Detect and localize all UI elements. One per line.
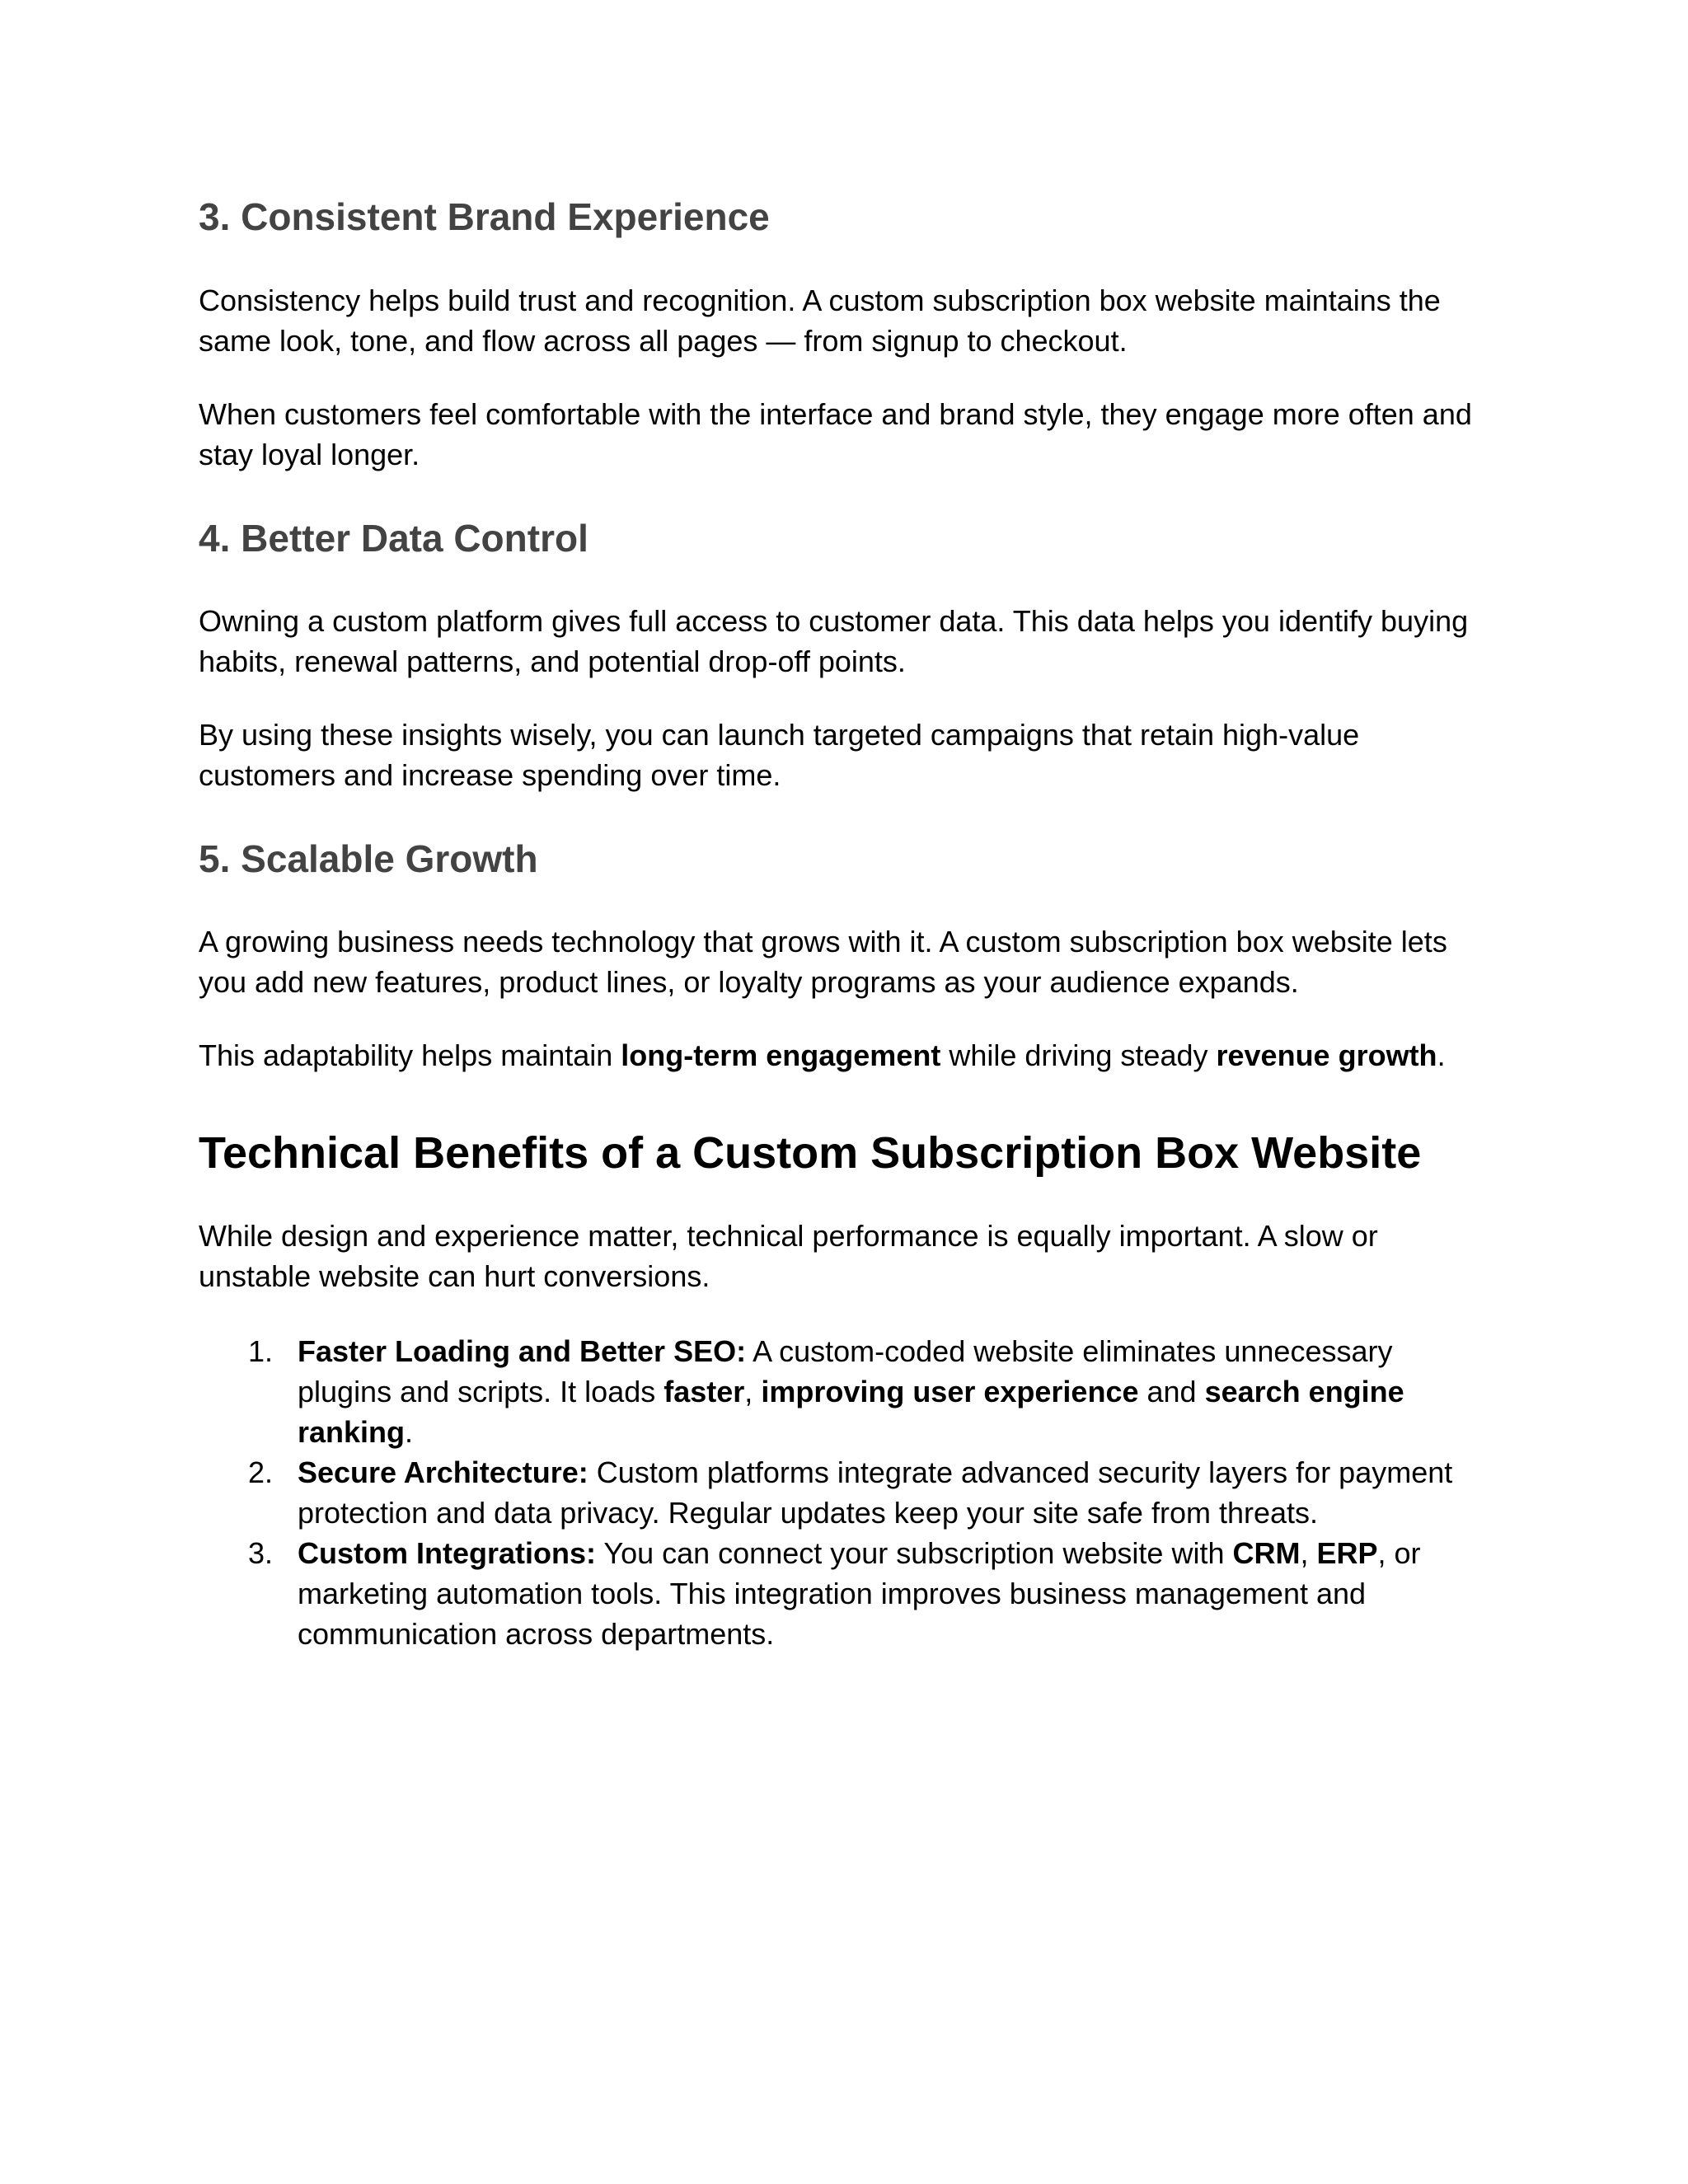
section-5-heading: 5. Scalable Growth [199, 837, 538, 880]
bold-text: CRM [1232, 1536, 1301, 1570]
list-item-title: Secure Architecture: [298, 1455, 588, 1489]
text-run: A custom-coded website eliminates unnecessary plugins and scripts. It loads [298, 1334, 1393, 1408]
section-5-paragraph-1: A growing business needs technology that grows with it. A custom subscription box website lets you add new features, product lines, or loyalty programs as your audience expands. [199, 925, 1447, 999]
text-run: This adaptability helps maintain [199, 1038, 621, 1072]
bold-text: search engine ranking [298, 1375, 1404, 1449]
bold-text: long-term engagement [621, 1038, 941, 1072]
list-item-title: Faster Loading and Better SEO: [298, 1334, 747, 1368]
bold-text: ERP [1316, 1536, 1378, 1570]
list-number: 3. [248, 1536, 274, 1570]
text-run: . [1437, 1038, 1446, 1072]
text-run: while driving steady [940, 1038, 1217, 1072]
section-4-paragraph-2: By using these insights wisely, you can launch targeted campaigns that retain high-value customers and increase spending over time. [199, 718, 1360, 792]
section-4-heading: 4. Better Data Control [199, 517, 588, 560]
text-run: . [405, 1415, 414, 1449]
technical-benefits-list [199, 1331, 1493, 1654]
list-item [199, 1452, 1493, 1533]
text-run: You can connect your subscription website with [596, 1536, 1233, 1570]
section-5-paragraph-2 [199, 1035, 1446, 1076]
list-number: 1. [248, 1334, 274, 1368]
bold-text: revenue growth [1216, 1038, 1437, 1072]
text-run: , or marketing automation tools. This integration improves business management and communication across departments. [298, 1536, 1421, 1651]
section-4-paragraph-1: Owning a custom platform gives full access to customer data. This data helps you identify buying habits, renewal patterns, and potential drop-off points. [199, 604, 1469, 678]
text-run: and [1138, 1375, 1205, 1408]
text-run: Custom platforms integrate advanced security layers for payment protection and data privacy. Regular updates keep your site safe from threats. [298, 1455, 1453, 1530]
section-3-paragraph-2: When customers feel comfortable with the interface and brand style, they engage more often and stay loyal longer. [199, 397, 1472, 471]
list-item-title: Custom Integrations: [298, 1536, 597, 1570]
section-3-heading: 3. Consistent Brand Experience [199, 195, 770, 238]
technical-benefits-heading: Technical Benefits of a Custom Subscription Box Website [199, 1128, 1422, 1178]
list-item [199, 1331, 1493, 1452]
text-run: , [1300, 1536, 1317, 1570]
text-run: , [744, 1375, 762, 1408]
technical-intro-paragraph: While design and experience matter, technical performance is equally important. A slow or unstable website can hurt conversions. [199, 1219, 1378, 1293]
bold-text: faster [663, 1375, 745, 1408]
section-3-paragraph-1: Consistency helps build trust and recognition. A custom subscription box website maintains the same look, tone, and flow across all pages — from signup to checkout. [199, 284, 1441, 358]
bold-text: improving user experience [761, 1375, 1139, 1408]
list-number: 2. [248, 1455, 274, 1489]
list-item [199, 1533, 1493, 1654]
